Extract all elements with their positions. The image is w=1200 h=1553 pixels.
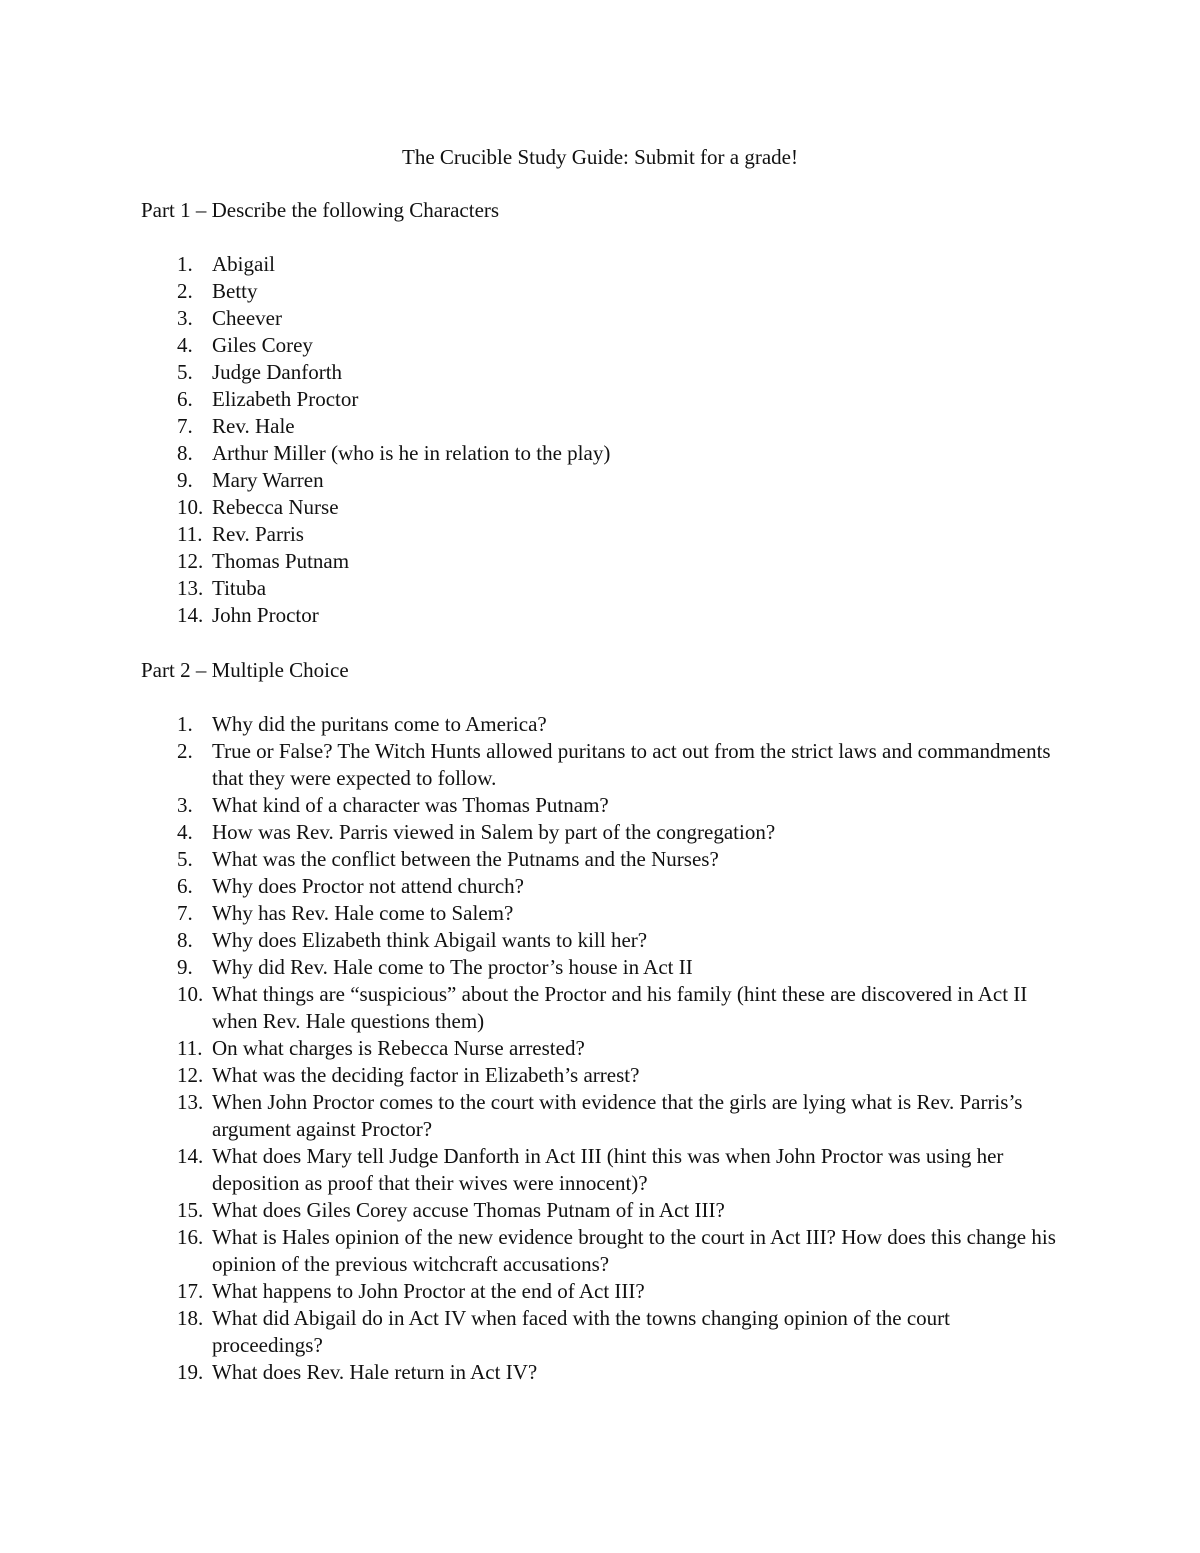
item-number: 15.	[177, 1198, 204, 1222]
part2-heading: Part 2 – Multiple Choice	[141, 658, 349, 682]
item-number: 7.	[177, 901, 193, 925]
question-text: What kind of a character was Thomas Putnam?	[212, 793, 609, 817]
question-text: What is Hales opinion of the new evidence brought to the court in Act III? How does this change his opinion of the previous witchcraft accusations?	[212, 1225, 1056, 1276]
character-name: Rebecca Nurse	[212, 495, 339, 519]
item-number: 13.	[177, 1090, 204, 1114]
question-text: True or False? The Witch Hunts allowed puritans to act out from the strict laws and commandments that they were expected to follow.	[212, 739, 1051, 790]
character-name: Abigail	[212, 252, 275, 276]
item-number: 5.	[177, 847, 193, 871]
item-number: 4.	[177, 820, 193, 844]
character-name: Judge Danforth	[212, 360, 343, 384]
question-item	[0, 792, 1060, 819]
character-name: Rev. Parris	[212, 522, 304, 546]
item-number: 6.	[177, 387, 193, 411]
item-number: 18.	[177, 1306, 204, 1330]
character-item	[0, 305, 1060, 332]
question-item	[0, 1305, 1060, 1359]
item-number: 19.	[177, 1360, 204, 1384]
question-text: Why does Proctor not attend church?	[212, 874, 524, 898]
character-list	[0, 251, 1060, 629]
question-text: Why did Rev. Hale come to The proctor’s house in Act II	[212, 955, 693, 979]
character-item	[0, 413, 1060, 440]
question-text: Why did the puritans come to America?	[212, 712, 547, 736]
question-text: How was Rev. Parris viewed in Salem by part of the congregation?	[212, 820, 776, 844]
question-text: What was the deciding factor in Elizabeth’s arrest?	[212, 1063, 640, 1087]
item-number: 14.	[177, 603, 204, 627]
item-number: 14.	[177, 1144, 204, 1168]
character-item	[0, 494, 1060, 521]
part1-heading: Part 1 – Describe the following Characters	[141, 198, 500, 222]
question-item	[0, 1143, 1060, 1197]
question-text: What things are “suspicious” about the Proctor and his family (hint these are discovered in Act II when Rev. Hale questions them)	[212, 982, 1028, 1033]
question-item	[0, 873, 1060, 900]
character-item	[0, 602, 1060, 629]
character-name: John Proctor	[212, 603, 319, 627]
question-item	[0, 954, 1060, 981]
question-text: What did Abigail do in Act IV when faced with the towns changing opinion of the court proceedings?	[212, 1306, 950, 1357]
item-number: 4.	[177, 333, 193, 357]
question-item	[0, 1197, 1060, 1224]
character-name: Thomas Putnam	[212, 549, 350, 573]
item-number: 10.	[177, 982, 204, 1006]
character-item	[0, 467, 1060, 494]
item-number: 17.	[177, 1279, 204, 1303]
character-name: Cheever	[212, 306, 282, 330]
character-item	[0, 251, 1060, 278]
question-item	[0, 1359, 1060, 1386]
question-item	[0, 846, 1060, 873]
question-item	[0, 981, 1060, 1035]
question-list	[0, 711, 1060, 1386]
item-number: 13.	[177, 576, 204, 600]
character-name: Arthur Miller (who is he in relation to the play)	[212, 441, 611, 465]
item-number: 9.	[177, 468, 193, 492]
character-item	[0, 332, 1060, 359]
character-item	[0, 386, 1060, 413]
question-text: What was the conflict between the Putnams and the Nurses?	[212, 847, 719, 871]
item-number: 8.	[177, 441, 193, 465]
item-number: 11.	[177, 1036, 203, 1060]
character-item	[0, 575, 1060, 602]
character-item	[0, 521, 1060, 548]
question-item	[0, 711, 1060, 738]
item-number: 3.	[177, 306, 193, 330]
question-item	[0, 1278, 1060, 1305]
question-item	[0, 1089, 1060, 1143]
item-number: 11.	[177, 522, 203, 546]
item-number: 5.	[177, 360, 193, 384]
question-text: What does Mary tell Judge Danforth in Act III (hint this was when John Proctor was using her deposition as proof that their wives were innocent)?	[212, 1144, 1004, 1195]
question-item	[0, 1224, 1060, 1278]
character-name: Mary Warren	[212, 468, 324, 492]
question-text: When John Proctor comes to the court with evidence that the girls are lying what is Rev. Parris’s argument against Proctor?	[212, 1090, 1023, 1141]
item-number: 9.	[177, 955, 193, 979]
question-text: Why does Elizabeth think Abigail wants to kill her?	[212, 928, 648, 952]
question-item	[0, 927, 1060, 954]
character-item	[0, 359, 1060, 386]
item-number: 12.	[177, 1063, 204, 1087]
character-item	[0, 278, 1060, 305]
item-number: 10.	[177, 495, 204, 519]
item-number: 1.	[177, 712, 193, 736]
character-name: Tituba	[212, 576, 267, 600]
item-number: 2.	[177, 279, 193, 303]
character-item	[0, 548, 1060, 575]
question-item	[0, 819, 1060, 846]
question-item	[0, 1035, 1060, 1062]
item-number: 8.	[177, 928, 193, 952]
question-text: On what charges is Rebecca Nurse arrested?	[212, 1036, 585, 1060]
item-number: 1.	[177, 252, 193, 276]
question-text: What does Giles Corey accuse Thomas Putnam of in Act III?	[212, 1198, 725, 1222]
question-item	[0, 1062, 1060, 1089]
character-name: Rev. Hale	[212, 414, 295, 438]
question-text: Why has Rev. Hale come to Salem?	[212, 901, 514, 925]
item-number: 6.	[177, 874, 193, 898]
question-text: What happens to John Proctor at the end of Act III?	[212, 1279, 645, 1303]
character-name: Giles Corey	[212, 333, 313, 357]
character-name: Betty	[212, 279, 258, 303]
document-title: The Crucible Study Guide: Submit for a grade!	[402, 145, 798, 169]
character-name: Elizabeth Proctor	[212, 387, 359, 411]
question-item	[0, 738, 1060, 792]
question-text: What does Rev. Hale return in Act IV?	[212, 1360, 538, 1384]
item-number: 12.	[177, 549, 204, 573]
item-number: 2.	[177, 739, 193, 763]
item-number: 3.	[177, 793, 193, 817]
item-number: 7.	[177, 414, 193, 438]
question-item	[0, 900, 1060, 927]
item-number: 16.	[177, 1225, 204, 1249]
character-item	[0, 440, 1060, 467]
